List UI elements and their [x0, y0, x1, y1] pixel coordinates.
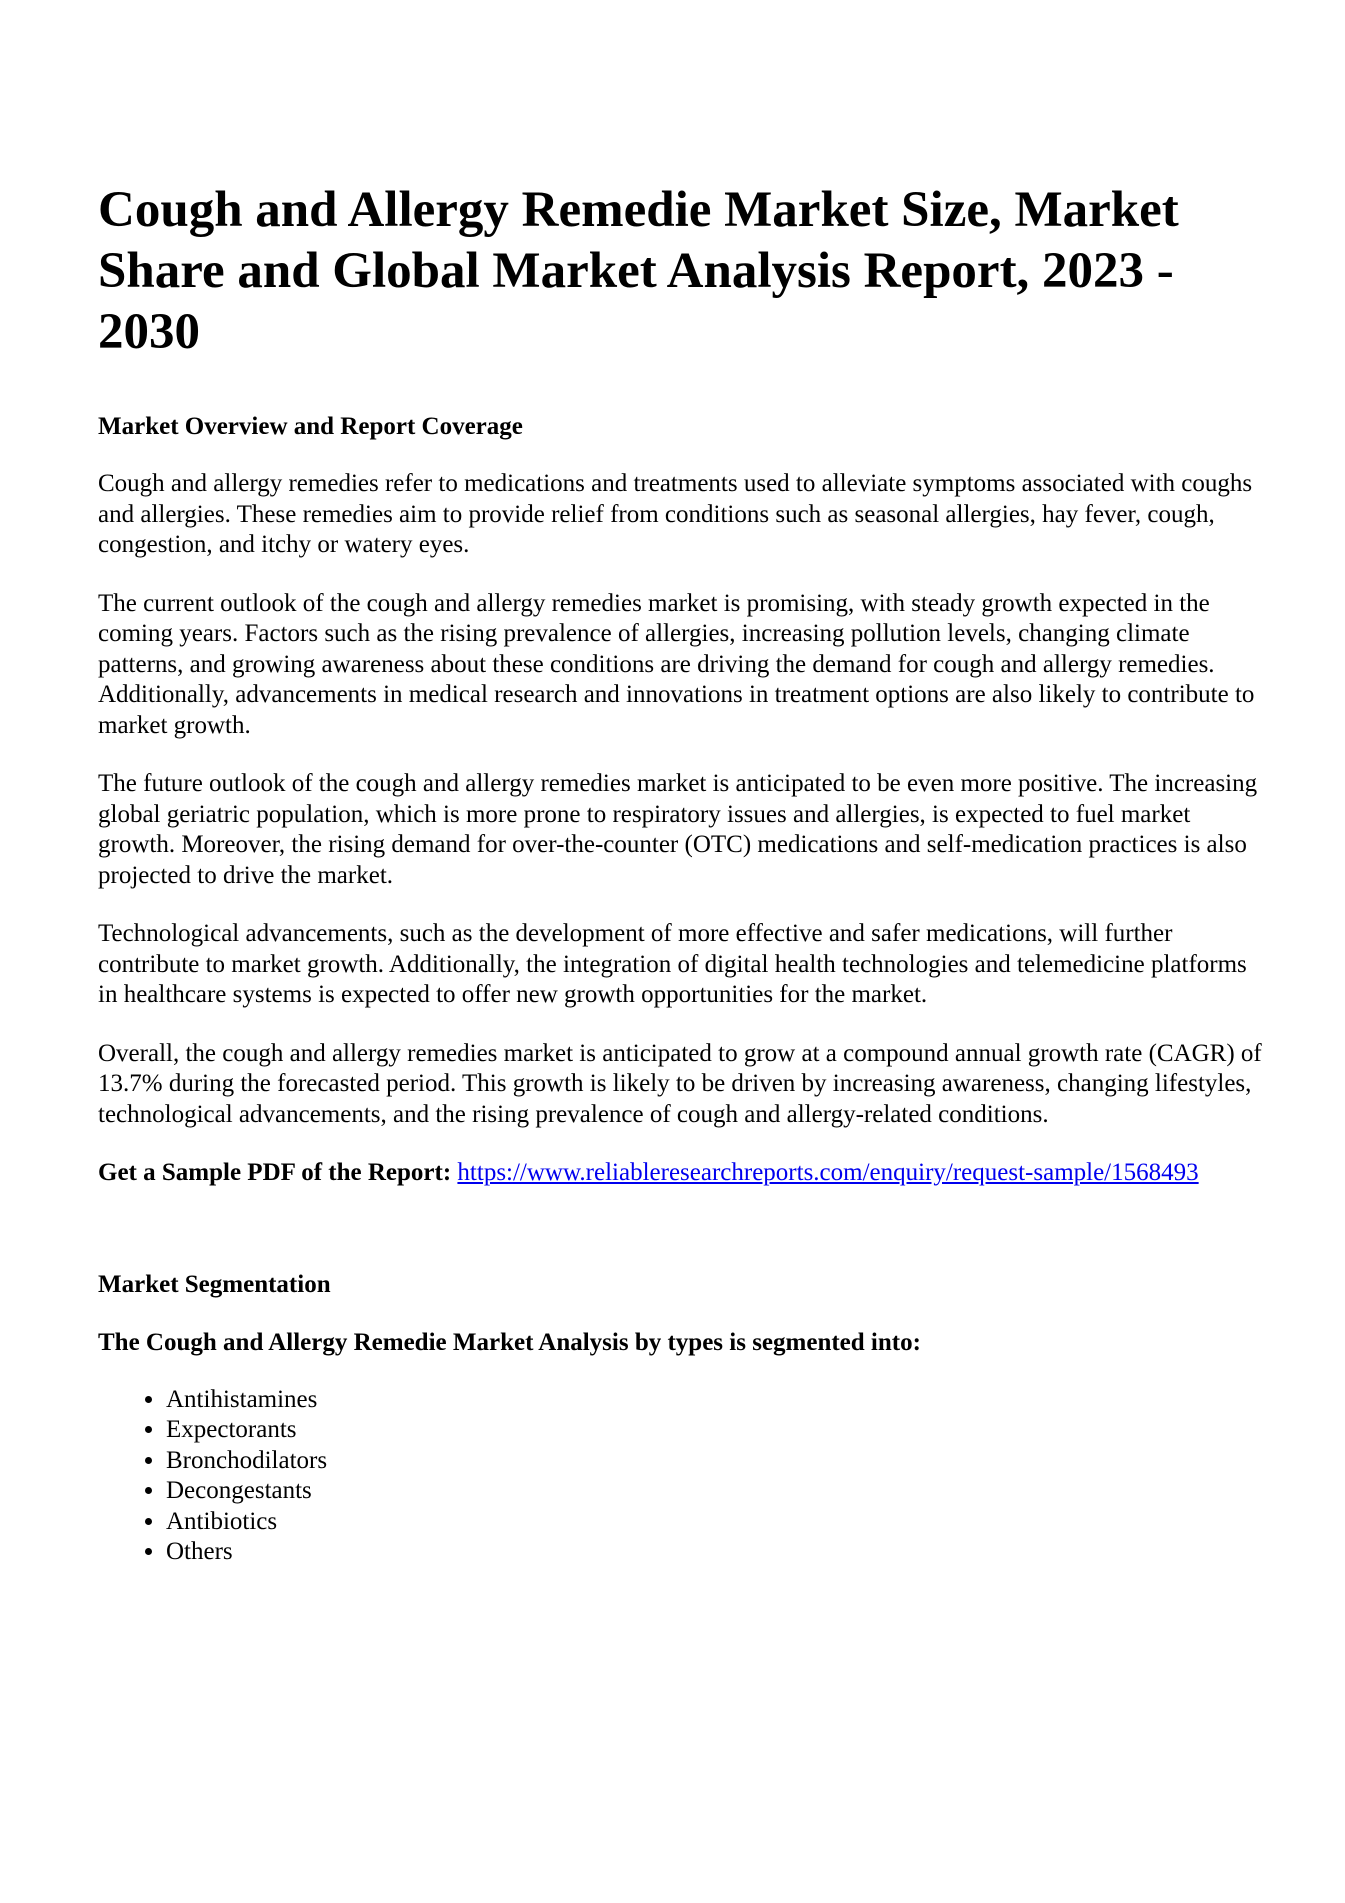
overview-paragraph-1: Cough and allergy remedies refer to medications and treatments used to alleviate symptoms associated with coughs and allergies. These remedies aim to provide relief from conditions such as seasonal allergies, hay fever, cough, congestion, and itchy or watery eyes. — [98, 470, 1253, 558]
list-item: • Expectorants — [166, 1415, 1268, 1446]
sample-pdf-link[interactable]: https://www.reliableresearchreports.com/enquiry/request-sample/1568493 — [457, 1159, 1199, 1186]
list-item: • Decongestants — [166, 1476, 1268, 1507]
list-item: • Antihistamines — [166, 1385, 1268, 1416]
overview-heading: Market Overview and Report Coverage — [98, 413, 523, 440]
document-page — [98, 180, 1268, 1568]
segmentation-types-heading: The Cough and Allergy Remedie Market Analysis by types is segmented into: — [98, 1328, 921, 1356]
list-item: • Antibiotics — [166, 1507, 1268, 1538]
sample-pdf-line — [98, 1158, 1268, 1189]
page-title: Cough and Allergy Remedie Market Size, Market Share and Global Market Analysis Report, 2023 - 2030 — [98, 182, 1179, 360]
overview-paragraph-4: Technological advancements, such as the development of more effective and safer medications, will further contribute to market growth. Additionally, the integration of digital health technologies and telemedicine platforms in healthcare systems is expected to offer new growth opportunities for the market. — [98, 920, 1247, 1008]
segmentation-heading: Market Segmentation — [98, 1270, 331, 1298]
segmentation-types-list — [98, 1385, 1268, 1568]
overview-paragraph-3: The future outlook of the cough and allergy remedies market is anticipated to be even more positive. The increasing global geriatric population, which is more prone to respiratory issues and allergies, is expected to fuel market growth. Moreover, the rising demand for over-the-counter (OTC) medications and self-medication practices is also projected to drive the market. — [98, 770, 1258, 889]
overview-paragraph-2: The current outlook of the cough and allergy remedies market is promising, with steady growth expected in the coming years. Factors such as the rising prevalence of allergies, increasing pollution levels, changing climate patterns, and growing awareness about these conditions are driving the demand for cough and allergy remedies. Additionally, advancements in medical research and innovations in treatment options are also likely to contribute to market growth. — [98, 589, 1255, 739]
section-spacer — [98, 1189, 1268, 1269]
overview-paragraph-5: Overall, the cough and allergy remedies market is anticipated to grow at a compound annual growth rate (CAGR) of 13.7% during the forecasted period. This growth is likely to be driven by increasing awareness, changing lifestyles, technological advancements, and the rising prevalence of cough and allergy-related conditions. — [98, 1039, 1262, 1128]
list-item: • Bronchodilators — [166, 1446, 1268, 1477]
list-item: • Others — [166, 1537, 1268, 1568]
sample-pdf-label: Get a Sample PDF of the Report: — [98, 1159, 452, 1186]
